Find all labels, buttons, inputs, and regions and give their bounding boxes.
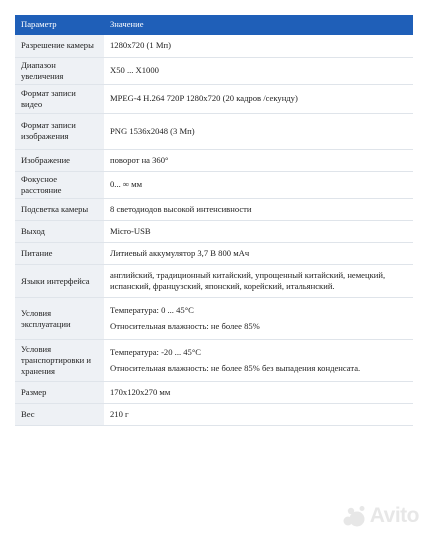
- value-cell: [104, 199, 413, 221]
- header-param: Параметр: [15, 15, 104, 35]
- value-text: 8 светодиодов высокой интенсивности: [110, 204, 252, 215]
- param-cell: Подсветка камеры: [15, 199, 104, 221]
- value-text: Относительная влажность: не более 85%: [110, 321, 260, 332]
- table-row: [15, 199, 413, 221]
- value-cell: [104, 84, 413, 113]
- table-row: [15, 265, 413, 298]
- param-cell: Изображение: [15, 149, 104, 171]
- value-text: 170x120x270 мм: [110, 387, 171, 398]
- value-cell: [104, 113, 413, 149]
- value-cell: [104, 298, 413, 340]
- watermark-text: Avito: [369, 504, 419, 527]
- param-cell: Питание: [15, 243, 104, 265]
- value-text: 0... ∞ мм: [110, 179, 143, 190]
- table-row: [15, 298, 413, 340]
- table-row: [15, 113, 413, 149]
- value-cell: [104, 221, 413, 243]
- param-cell: Условия транспортировки и хранения: [15, 340, 104, 382]
- value-text: Micro-USB: [110, 226, 151, 237]
- param-cell: Вес: [15, 404, 104, 426]
- param-cell: Языки интерфейса: [15, 265, 104, 298]
- value-text: 210 г: [110, 409, 129, 420]
- value-cell: [104, 57, 413, 84]
- value-text: Температура: -20 ... 45°С: [110, 347, 202, 358]
- param-cell: Фокусное расстояние: [15, 171, 104, 198]
- value-text: Температура: 0 ... 45°С: [110, 305, 194, 316]
- table-row: [15, 382, 413, 404]
- table-row: [15, 340, 413, 382]
- value-text: PNG 1536x2048 (3 Мп): [110, 125, 195, 136]
- value-cell: [104, 243, 413, 265]
- param-cell: Диапазон увеличения: [15, 57, 104, 84]
- table-row: [15, 35, 413, 57]
- value-text: поворот на 360°: [110, 154, 169, 165]
- avito-dots-logo-icon: [341, 505, 367, 527]
- value-cell: [104, 340, 413, 382]
- table-row: [15, 243, 413, 265]
- value-cell: [104, 149, 413, 171]
- value-cell: [104, 404, 413, 426]
- table-row: [15, 57, 413, 84]
- spec-body: [15, 35, 413, 426]
- value-text: Относительная влажность: не более 85% без выпадения конденсата.: [110, 363, 361, 374]
- table-row: [15, 149, 413, 171]
- param-cell: Формат записи изображения: [15, 113, 104, 149]
- avito-watermark: [341, 504, 419, 528]
- table-row: [15, 171, 413, 198]
- param-cell: Размер: [15, 382, 104, 404]
- table-row: [15, 221, 413, 243]
- param-cell: Формат записи видео: [15, 84, 104, 113]
- value-text: MPEG-4 H.264 720P 1280x720 (20 кадров /секунду): [110, 93, 298, 104]
- spec-table: [15, 15, 413, 426]
- value-text: Литиевый аккумулятор 3,7 В 800 мАч: [110, 248, 250, 259]
- value-text: X50 ... X1000: [110, 65, 159, 76]
- table-row: [15, 404, 413, 426]
- value-cell: [104, 35, 413, 57]
- table-header-row: [15, 15, 413, 35]
- param-cell: Условия эксплуатации: [15, 298, 104, 340]
- value-cell: [104, 265, 413, 298]
- value-cell: [104, 382, 413, 404]
- header-value: Значение: [104, 15, 413, 35]
- param-cell: Выход: [15, 221, 104, 243]
- param-cell: Разрешение камеры: [15, 35, 104, 57]
- value-text: английский, традиционный китайский, упрощенный китайский, немецкий, испанский, французский, японский, корейский, итальянский.: [110, 270, 386, 292]
- value-text: 1280x720 (1 Мп): [110, 40, 171, 51]
- table-row: [15, 84, 413, 113]
- value-cell: [104, 171, 413, 198]
